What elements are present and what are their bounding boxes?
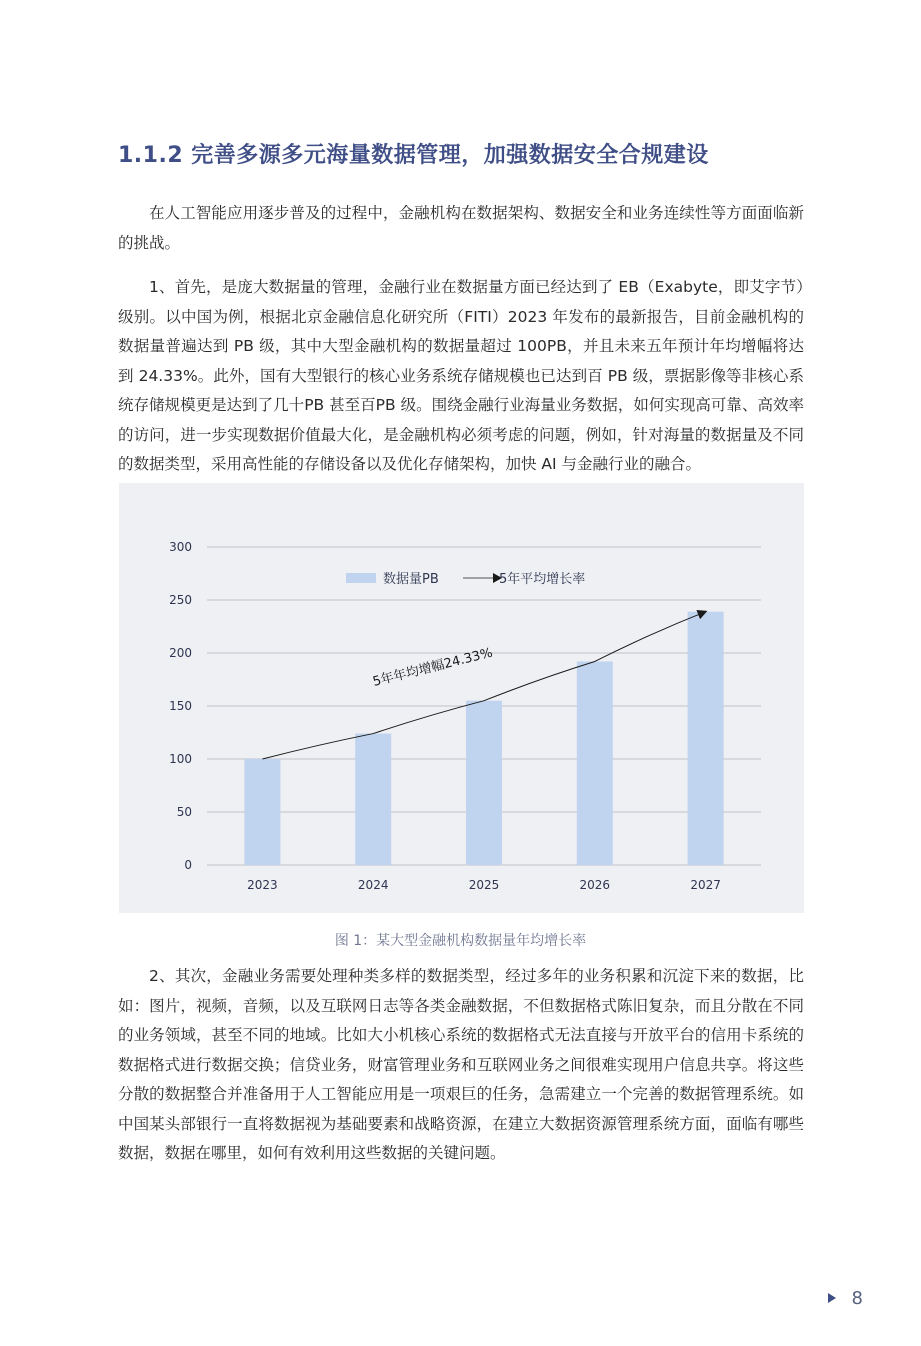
legend-bar-swatch — [346, 573, 376, 583]
paragraph-point-2: 2、其次，金融业务需要处理种类多样的数据类型，经过多年的业务积累和沉淀下来的数据，比如：图片，视频，音频，以及互联网日志等各类金融数据，不但数据格式陈旧复杂，而且分散在不同的业务领域，甚至不同的地域。比如大小机核心系统的数据格式无法直接与开放平台的信用卡系统的数据格式进行数据交换；信贷业务，财富管理业务和互联网业务之间很难实现用户信息共享。将这些分散的数据整合并准备用于人工智能应用是一项艰巨的任务，急需建立一个完善的数据管理系统。如中国某头部银行一直将数据视为基础要素和战略资源，在建立大数据资源管理系统方面，面临有哪些数据，数据在哪里，如何有效利用这些数据的关键问题。 — [118, 967, 804, 1162]
y-tick-label: 250 — [169, 593, 192, 607]
figure-caption: 图 1：某大型金融机构数据量年均增长率 — [334, 933, 587, 949]
y-tick-label: 150 — [169, 699, 192, 713]
x-tick-label: 2024 — [357, 878, 389, 892]
x-tick-label: 2027 — [690, 878, 721, 892]
x-tick-label: 2026 — [579, 878, 611, 892]
bar — [688, 612, 724, 865]
bar — [577, 661, 613, 865]
paragraph-point-1: 1、首先，是庞大数据量的管理，金融行业在数据量方面已经达到了 EB（Exabyte，即艾字节）级别。以中国为例，根据北京金融信息化研究所（FITI）2023 年发布的最新报告，目前金融机构的数据量普遍达到 PB 级，其中大型金融机构的数据量超过 100PB，并且未来五年预计年均增幅将达到 24.33%。此外，国有大型银行的核心业务系统存储规模也已达到百 PB 级，票据影像等非核心系统存储规模更是达到了几十PB 甚至百PB 级。围绕金融行业海量业务数据，如何实现高可靠、高效率的访问，进一步实现数据价值最大化，是金融机构必须考虑的问题，例如，针对海量的数据量及不同的数据类型，采用高性能的存储设备以及优化存储架构，加快 AI 与金融行业的融合。 — [118, 278, 804, 473]
section-heading: 1.1.2 完善多源多元海量数据管理，加强数据安全合规建设 — [118, 143, 709, 168]
bar — [355, 734, 391, 865]
y-tick-label: 300 — [169, 540, 192, 554]
x-tick-label: 2025 — [468, 878, 500, 892]
chart-panel — [119, 483, 804, 913]
y-tick-label: 200 — [169, 646, 192, 660]
page-marker-icon — [828, 1293, 836, 1303]
y-tick-label: 50 — [176, 805, 192, 819]
bar — [244, 759, 280, 865]
paragraph-intro: 在人工智能应用逐步普及的过程中，金融机构在数据架构、数据安全和业务连续性等方面面临新的挑战。 — [118, 204, 804, 252]
trend-label: 5年年均增幅24.33% — [371, 645, 495, 690]
legend-trend-label: 5年平均增长率 — [499, 572, 586, 587]
x-tick-label: 2023 — [247, 878, 278, 892]
bar — [466, 701, 502, 865]
bar-chart — [119, 483, 804, 913]
y-tick-label: 0 — [184, 858, 192, 872]
legend-bar-label: 数据量PB — [383, 572, 439, 587]
page-number: 8 — [851, 1288, 863, 1309]
y-tick-label: 100 — [169, 752, 192, 766]
